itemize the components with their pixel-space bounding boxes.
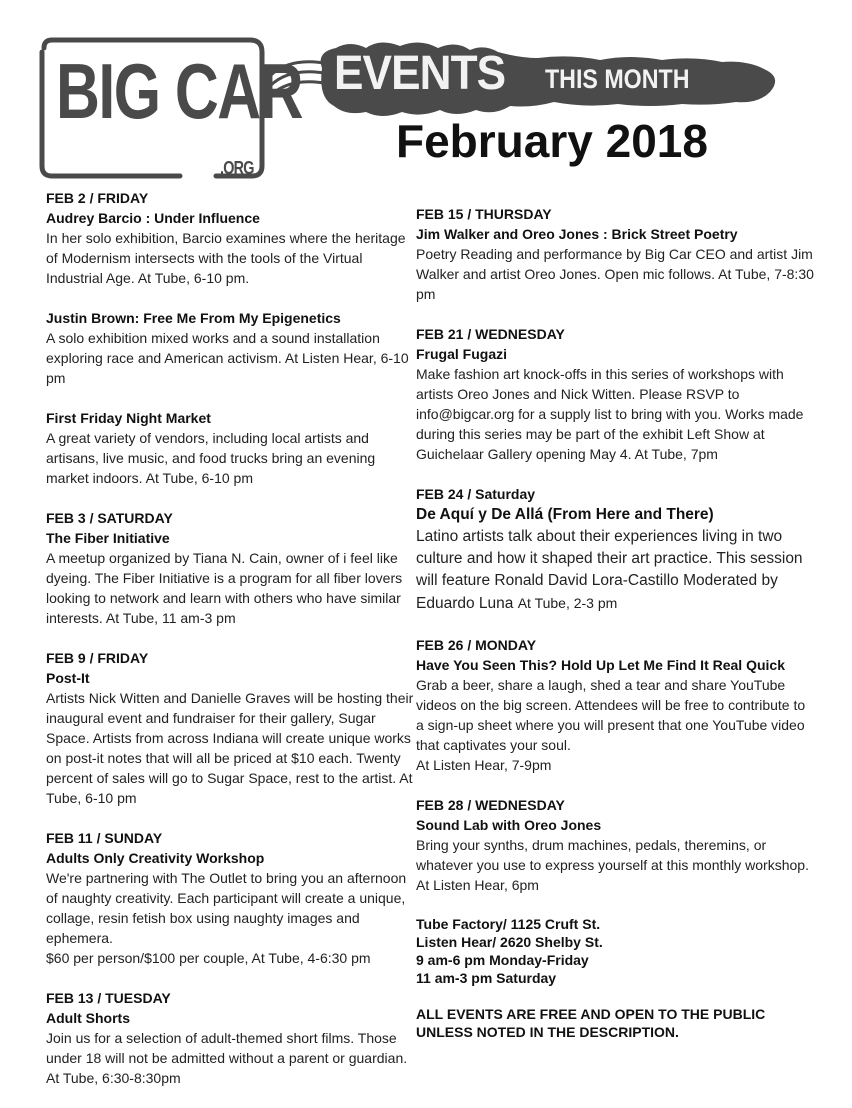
event-item: [46, 408, 416, 488]
event-title: Audrey Barcio : Under Influence: [46, 210, 260, 226]
hours-line: 11 am-3 pm Saturday: [416, 970, 557, 986]
event-item: [416, 204, 816, 304]
event-description-tail: At Tube, 2-3 pm: [517, 595, 618, 611]
event-item: [46, 648, 416, 808]
venue-line: Tube Factory/ 1125 Cruft St.: [416, 916, 601, 932]
event-item: [46, 188, 416, 288]
event-item: [46, 988, 416, 1088]
event-description: A meetup organized by Tiana N. Cain, owner of i feel like dyeing. The Fiber Initiative is a program for all fiber lovers looking to network and learn with others who have similar interests. At Tube, 11 am-3 pm: [46, 550, 403, 626]
event-title: Justin Brown: Free Me From My Epigenetics: [46, 310, 341, 326]
event-date: FEB 9 / FRIDAY: [46, 650, 149, 666]
event-item: [46, 508, 416, 628]
event-title: The Fiber Initiative: [46, 530, 170, 546]
event-item: [416, 324, 816, 464]
event-title: First Friday Night Market: [46, 410, 211, 426]
event-item: [46, 308, 416, 388]
event-date: FEB 15 / THURSDAY: [416, 206, 552, 222]
event-description: A great variety of vendors, including local artists and artisans, live music, and food trucks bring an evening market indoors. At Tube, 6-10 pm: [46, 430, 376, 486]
event-date: FEB 26 / MONDAY: [416, 637, 537, 653]
event-date: FEB 3 / SATURDAY: [46, 510, 173, 526]
hours-line: 9 am-6 pm Monday-Friday: [416, 952, 589, 968]
event-description: In her solo exhibition, Barcio examines where the heritage of Modernism intersects with the tools of the Virtual Industrial Age. At Tube, 6-10 pm.: [46, 230, 406, 286]
event-title: Sound Lab with Oreo Jones: [416, 817, 602, 833]
event-item: [416, 795, 816, 895]
page-title: February 2018: [396, 115, 708, 167]
event-description: Poetry Reading and performance by Big Car CEO and artist Jim Walker and artist Oreo Jones. Open mic follows. At Tube, 7-8:30 pm: [416, 246, 814, 302]
event-item: [416, 484, 816, 615]
banner-events-word: EVENTS: [334, 47, 506, 100]
event-date: FEB 13 / TUESDAY: [46, 990, 171, 1006]
logo-suffix: .ORG: [220, 158, 254, 178]
event-description: We're partnering with The Outlet to bring you an afternoon of naughty creativity. Each participant will create a unique, collage, resin fetish box using naughty images and ephemera. $60 per person/$100 per couple, At Tube, 4-6:30 pm: [46, 870, 407, 966]
venue-line: Listen Hear/ 2620 Shelby St.: [416, 934, 603, 950]
event-title: Adult Shorts: [46, 1010, 130, 1026]
event-date: FEB 28 / WEDNESDAY: [416, 797, 565, 813]
event-description: [416, 526, 816, 615]
event-description: Artists Nick Witten and Danielle Graves will be hosting their inaugural event and fundraiser for their gallery, Sugar Space. Artists from across Indiana will create unique works on post-it notes that will all be priced at $10 each. Twenty percent of sales will go to Sugar Space, rest to the artist. At Tube, 6-10 pm: [46, 690, 414, 806]
event-item: [46, 828, 416, 968]
event-item: [416, 635, 816, 775]
event-title: Adults Only Creativity Workshop: [46, 850, 265, 866]
event-title: De Aquí y De Allá (From Here and There): [416, 506, 714, 523]
event-description-main: Latino artists talk about their experiences living in two culture and how it shaped their art practice. This session will feature Ronald David Lora-Castillo Moderated by Eduardo Luna: [416, 528, 803, 612]
event-title: Post-It: [46, 670, 90, 686]
event-date: FEB 24 / Saturday: [416, 486, 536, 502]
event-description: Make fashion art knock-offs in this series of workshops with artists Oreo Jones and Nick Witten. Please RSVP to info@bigcar.org for a supply list to bring with you. Works made during this series may be part of the exhibit Left Show at Guichelaar Gallery opening May 4. At Tube, 7pm: [416, 366, 804, 462]
venue-info: [416, 915, 816, 1041]
event-date: FEB 11 / SUNDAY: [46, 830, 163, 846]
event-date: FEB 21 / WEDNESDAY: [416, 326, 565, 342]
event-description: A solo exhibition mixed works and a sound installation exploring race and American activism. At Listen Hear, 6-10 pm: [46, 330, 409, 386]
left-event-column: [46, 188, 416, 1108]
event-title: Jim Walker and Oreo Jones : Brick Street Poetry: [416, 226, 738, 242]
event-title: Have You Seen This? Hold Up Let Me Find It Real Quick: [416, 657, 785, 673]
logo-main: BIG CAR: [56, 47, 302, 135]
event-title: Frugal Fugazi: [416, 346, 507, 362]
event-description: Grab a beer, share a laugh, shed a tear and share YouTube videos on the big screen. Attendees will be free to contribute to a sign-up sheet where you will present that one YouTube video that captivates your soul. At Listen Hear, 7-9pm: [416, 677, 806, 773]
page-header: [0, 0, 852, 190]
banner-this-month: THIS MONTH: [545, 64, 690, 94]
free-events-notice: ALL EVENTS ARE FREE AND OPEN TO THE PUBLIC UNLESS NOTED IN THE DESCRIPTION.: [416, 1006, 766, 1040]
event-description: Bring your synths, drum machines, pedals, theremins, or whatever you use to express yourself at this monthly workshop. At Listen Hear, 6pm: [416, 837, 809, 893]
event-date: FEB 2 / FRIDAY: [46, 190, 149, 206]
right-event-column: [416, 204, 816, 1041]
event-description: Join us for a selection of adult-themed short films. Those under 18 will not be admitted without a parent or guardian. At Tube, 6:30-8:30pm: [46, 1030, 408, 1086]
